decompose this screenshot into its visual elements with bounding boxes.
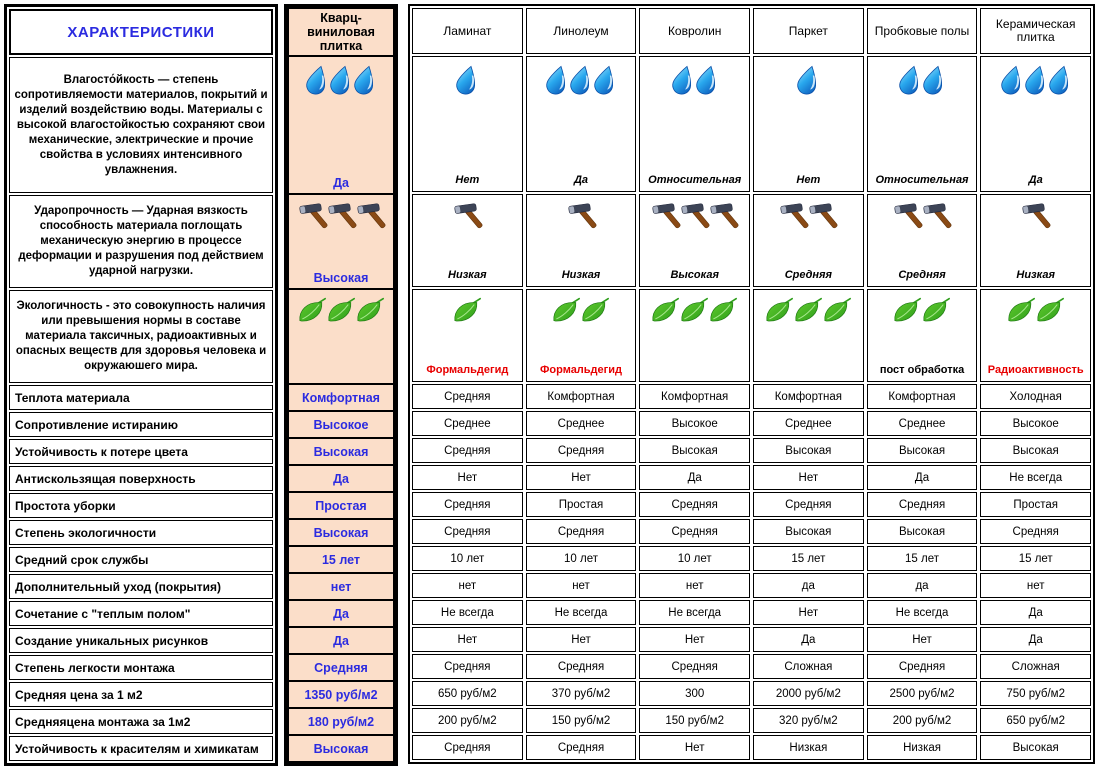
hammers-rating-cell bbox=[639, 194, 750, 287]
leaf-icon bbox=[580, 297, 611, 324]
row-label: Средняя цена за 1 м2 bbox=[9, 682, 273, 707]
drop-icon bbox=[1047, 64, 1073, 97]
material-value-cell: да bbox=[753, 573, 864, 598]
hammers-icons bbox=[779, 202, 837, 233]
leaves-icons bbox=[765, 297, 852, 324]
material-value-cell: Нет bbox=[753, 600, 864, 625]
leaf-icon bbox=[793, 297, 824, 324]
material-value-cell: Среднее bbox=[526, 411, 637, 436]
material-value-cell: Да bbox=[980, 600, 1091, 625]
drops-icons bbox=[796, 64, 820, 97]
characteristics-table bbox=[4, 4, 278, 766]
hammers-rating-cell bbox=[867, 194, 978, 287]
drop-icon bbox=[694, 64, 720, 97]
leaves-icons bbox=[893, 297, 951, 324]
characteristics-title: ХАРАКТЕРИСТИКИ bbox=[9, 9, 273, 55]
material-value-cell: Да bbox=[980, 627, 1091, 652]
hammers-icons bbox=[1021, 202, 1050, 233]
material-column bbox=[753, 8, 864, 760]
material-value-cell: 370 руб/м2 bbox=[526, 681, 637, 706]
quartz-value-cell: Высокая bbox=[289, 439, 393, 464]
leaves-rating-caption: Радиоактивность bbox=[987, 364, 1084, 376]
material-value-cell: 200 руб/м2 bbox=[412, 708, 523, 733]
material-value-cell: Высокая bbox=[980, 438, 1091, 463]
material-value-cell: Высокая bbox=[753, 519, 864, 544]
material-value-cell: Не всегда bbox=[412, 600, 523, 625]
hammer-icon bbox=[297, 202, 328, 233]
quartz-value-cell: Да bbox=[289, 466, 393, 491]
material-value-cell: Высокое bbox=[639, 411, 750, 436]
leaf-icon bbox=[679, 297, 710, 324]
material-value-cell: Простая bbox=[980, 492, 1091, 517]
row-label: Простота уборки bbox=[9, 493, 273, 518]
material-value-cell: Средняя bbox=[412, 384, 523, 409]
leaves-icons bbox=[552, 297, 610, 324]
drop-icon bbox=[454, 64, 480, 97]
hammers-rating-cell bbox=[980, 194, 1091, 287]
row-label: Степень экологичности bbox=[9, 520, 273, 545]
drop-icon bbox=[1023, 64, 1049, 97]
leaves-rating-cell bbox=[526, 289, 637, 382]
row-label: Антискользящая поверхность bbox=[9, 466, 273, 491]
hammers-rating-caption: Низкая bbox=[561, 269, 601, 281]
hammers-rating-cell bbox=[412, 194, 523, 287]
row-label: Создание уникальных рисунков bbox=[9, 628, 273, 653]
material-value-cell: нет bbox=[639, 573, 750, 598]
feature-description-moisture: Влагосто́йкость — степень сопротивляемости материалов, покрытий и изделий воздействию воды. Материалы с высокой влагостойкостью сохраняют свои механические, электрические и прочие свойства в условиях интенсивного увлажнения. bbox=[9, 57, 273, 193]
material-value-cell: 200 руб/м2 bbox=[867, 708, 978, 733]
hammer-icon bbox=[452, 202, 483, 233]
drops-rating-cell bbox=[412, 56, 523, 192]
quartz-value-cell: Да bbox=[289, 601, 393, 626]
quartz-impact-cell bbox=[289, 195, 393, 288]
leaf-icon bbox=[1035, 297, 1066, 324]
hammers-rating-cell bbox=[526, 194, 637, 287]
material-column bbox=[867, 8, 978, 760]
material-value-cell: 10 лет bbox=[526, 546, 637, 571]
material-value-cell: Не всегда bbox=[639, 600, 750, 625]
material-column-header: Линолеум bbox=[526, 8, 637, 54]
leaf-icon bbox=[708, 297, 739, 324]
hammer-icon bbox=[1020, 202, 1051, 233]
material-value-cell: Комфортная bbox=[867, 384, 978, 409]
hammers-rating-caption: Средняя bbox=[898, 269, 946, 281]
quartz-value-cell: Высокая bbox=[289, 520, 393, 545]
material-value-cell: Комфортная bbox=[526, 384, 637, 409]
material-value-cell: Нет bbox=[753, 465, 864, 490]
materials-table bbox=[408, 4, 1095, 764]
material-value-cell: 650 руб/м2 bbox=[412, 681, 523, 706]
drop-icon bbox=[544, 64, 570, 97]
leaf-icon bbox=[921, 297, 952, 324]
hammer-icon bbox=[708, 202, 739, 233]
material-value-cell: Средняя bbox=[867, 492, 978, 517]
material-value-cell: Средняя bbox=[412, 438, 523, 463]
feature-description-impact: Ударопрочность — Ударная вязкость способность материала поглощать механическую энергию в процессе деформации и разрушения под действием ударной нагрузки. bbox=[9, 195, 273, 288]
material-value-cell: Средняя bbox=[526, 654, 637, 679]
material-value-cell: 750 руб/м2 bbox=[980, 681, 1091, 706]
material-value-cell: Средняя bbox=[639, 654, 750, 679]
row-label: Устойчивость к красителям и химикатам bbox=[9, 736, 273, 761]
hammers-rating-caption: Низкая bbox=[448, 269, 487, 281]
drop-icon bbox=[999, 64, 1025, 97]
material-value-cell: Нет bbox=[412, 627, 523, 652]
material-value-cell: Высокая bbox=[867, 438, 978, 463]
material-value-cell: нет bbox=[526, 573, 637, 598]
leaves-icons bbox=[453, 297, 482, 324]
material-column-header: Паркет bbox=[753, 8, 864, 54]
leaf-icon bbox=[326, 297, 357, 324]
quartz-drop-icons bbox=[305, 64, 377, 97]
material-value-cell: нет bbox=[980, 573, 1091, 598]
drop-icon bbox=[568, 64, 594, 97]
material-value-cell: Среднее bbox=[867, 411, 978, 436]
drops-icons bbox=[455, 64, 479, 97]
material-value-cell: Нет bbox=[639, 735, 750, 760]
material-value-cell: Средняя bbox=[639, 519, 750, 544]
material-value-cell: Средняя bbox=[867, 654, 978, 679]
leaves-rating-caption: пост обработка bbox=[879, 364, 965, 376]
row-label: Сочетание с "теплым полом" bbox=[9, 601, 273, 626]
hammer-icon bbox=[807, 202, 838, 233]
material-value-cell: Нет bbox=[867, 627, 978, 652]
drops-rating-caption: Относительная bbox=[648, 174, 742, 186]
material-value-cell: Высокая bbox=[980, 735, 1091, 760]
material-value-cell: Высокая bbox=[753, 438, 864, 463]
material-value-cell: 2000 руб/м2 bbox=[753, 681, 864, 706]
material-value-cell: Средняя bbox=[526, 735, 637, 760]
quartz-eco-cell bbox=[289, 290, 393, 383]
leaf-icon bbox=[764, 297, 795, 324]
drops-rating-caption: Нет bbox=[455, 174, 480, 186]
leaf-icon bbox=[822, 297, 853, 324]
material-value-cell: Холодная bbox=[980, 384, 1091, 409]
hammers-icons bbox=[893, 202, 951, 233]
material-value-cell: Нет bbox=[412, 465, 523, 490]
quartz-leaf-icons bbox=[298, 297, 385, 324]
material-value-cell: Нет bbox=[526, 627, 637, 652]
material-value-cell: Высокая bbox=[867, 519, 978, 544]
material-value-cell: 2500 руб/м2 bbox=[867, 681, 978, 706]
drops-rating-caption: Да bbox=[1028, 174, 1043, 186]
material-column bbox=[980, 8, 1091, 760]
drop-icon bbox=[921, 64, 947, 97]
hammer-icon bbox=[326, 202, 357, 233]
material-value-cell: 15 лет bbox=[753, 546, 864, 571]
material-value-cell: Среднее bbox=[412, 411, 523, 436]
drop-icon bbox=[304, 64, 330, 97]
material-value-cell: Среднее bbox=[753, 411, 864, 436]
drops-icons bbox=[898, 64, 946, 97]
quartz-column-header: Кварц-виниловая плитка bbox=[289, 9, 393, 55]
material-value-cell: 150 руб/м2 bbox=[526, 708, 637, 733]
hammers-rating-caption: Средняя bbox=[784, 269, 833, 281]
leaves-rating-cell bbox=[412, 289, 523, 382]
row-label: Степень легкости монтажа bbox=[9, 655, 273, 680]
leaf-icon bbox=[355, 297, 386, 324]
quartz-value-cell: Комфортная bbox=[289, 385, 393, 410]
hammer-icon bbox=[892, 202, 923, 233]
material-value-cell: Низкая bbox=[867, 735, 978, 760]
material-value-cell: да bbox=[867, 573, 978, 598]
material-value-cell: Средняя bbox=[412, 519, 523, 544]
hammers-rating-cell bbox=[753, 194, 864, 287]
row-label: Сопротивление истиранию bbox=[9, 412, 273, 437]
material-value-cell: Да bbox=[639, 465, 750, 490]
drops-rating-cell bbox=[980, 56, 1091, 192]
row-label: Средний срок службы bbox=[9, 547, 273, 572]
material-value-cell: Сложная bbox=[753, 654, 864, 679]
material-value-cell: 300 bbox=[639, 681, 750, 706]
quartz-value-cell: Высокое bbox=[289, 412, 393, 437]
hammers-rating-caption: Высокая bbox=[670, 269, 719, 281]
material-value-cell: Нет bbox=[526, 465, 637, 490]
drop-icon bbox=[670, 64, 696, 97]
hammer-icon bbox=[650, 202, 681, 233]
material-value-cell: Да bbox=[867, 465, 978, 490]
material-column bbox=[412, 8, 523, 760]
quartz-value-cell: Да bbox=[289, 628, 393, 653]
material-value-cell: Низкая bbox=[753, 735, 864, 760]
material-column bbox=[526, 8, 637, 760]
material-value-cell: Не всегда bbox=[526, 600, 637, 625]
material-value-cell: Средняя bbox=[753, 492, 864, 517]
quartz-value-cell: Высокая bbox=[289, 736, 393, 761]
row-label: Теплота материала bbox=[9, 385, 273, 410]
material-column-header: Керамическая плитка bbox=[980, 8, 1091, 54]
material-value-cell: Да bbox=[753, 627, 864, 652]
quartz-value-cell: 1350 руб/м2 bbox=[289, 682, 393, 707]
hammers-icons bbox=[453, 202, 482, 233]
material-value-cell: Простая bbox=[526, 492, 637, 517]
material-value-cell: Средняя bbox=[412, 492, 523, 517]
drops-rating-caption: Нет bbox=[796, 174, 821, 186]
drops-icons bbox=[545, 64, 617, 97]
material-value-cell: Высокое bbox=[980, 411, 1091, 436]
leaves-rating-cell bbox=[753, 289, 864, 382]
quartz-impact-caption: Высокая bbox=[313, 271, 369, 285]
material-value-cell: 15 лет bbox=[980, 546, 1091, 571]
hammer-icon bbox=[566, 202, 597, 233]
leaves-icons bbox=[651, 297, 738, 324]
material-value-cell: Комфортная bbox=[753, 384, 864, 409]
row-label: Дополнительный уход (покрытия) bbox=[9, 574, 273, 599]
leaves-icons bbox=[1007, 297, 1065, 324]
material-value-cell: Средняя bbox=[412, 735, 523, 760]
quartz-moisture-caption: Да bbox=[333, 176, 349, 190]
leaf-icon bbox=[551, 297, 582, 324]
drops-rating-cell bbox=[753, 56, 864, 192]
material-value-cell: Средняя bbox=[526, 438, 637, 463]
drops-icons bbox=[1000, 64, 1072, 97]
drop-icon bbox=[352, 64, 378, 97]
drop-icon bbox=[328, 64, 354, 97]
quartz-value-cell: Средняя bbox=[289, 655, 393, 680]
material-value-cell: Средняя bbox=[412, 654, 523, 679]
material-value-cell: 10 лет bbox=[412, 546, 523, 571]
leaves-rating-cell bbox=[639, 289, 750, 382]
leaves-rating-caption: Формальдегид bbox=[426, 364, 509, 376]
leaves-rating-caption: Формальдегид bbox=[540, 364, 622, 376]
quartz-vinyl-column bbox=[284, 4, 398, 766]
hammer-icon bbox=[778, 202, 809, 233]
drop-icon bbox=[592, 64, 618, 97]
material-value-cell: 10 лет bbox=[639, 546, 750, 571]
material-value-cell: 650 руб/м2 bbox=[980, 708, 1091, 733]
hammers-rating-caption: Низкая bbox=[1016, 269, 1055, 281]
drops-icons bbox=[671, 64, 719, 97]
hammers-icons bbox=[567, 202, 596, 233]
hammer-icon bbox=[921, 202, 952, 233]
drops-rating-caption: Относительная bbox=[875, 174, 969, 186]
material-value-cell: 150 руб/м2 bbox=[639, 708, 750, 733]
material-value-cell: Комфортная bbox=[639, 384, 750, 409]
hammer-icon bbox=[355, 202, 386, 233]
material-value-cell: Сложная bbox=[980, 654, 1091, 679]
quartz-value-cell: Простая bbox=[289, 493, 393, 518]
drops-rating-caption: Да bbox=[573, 174, 589, 186]
material-value-cell: нет bbox=[412, 573, 523, 598]
drops-rating-cell bbox=[867, 56, 978, 192]
material-column-header: Ковролин bbox=[639, 8, 750, 54]
quartz-value-cell: 15 лет bbox=[289, 547, 393, 572]
material-value-cell: Не всегда bbox=[980, 465, 1091, 490]
leaf-icon bbox=[297, 297, 328, 324]
row-label: Средняяцена монтажа за 1м2 bbox=[9, 709, 273, 734]
leaf-icon bbox=[650, 297, 681, 324]
drops-rating-cell bbox=[639, 56, 750, 192]
material-column bbox=[639, 8, 750, 760]
material-value-cell: 15 лет bbox=[867, 546, 978, 571]
drop-icon bbox=[795, 64, 821, 97]
material-column-header: Пробковые полы bbox=[867, 8, 978, 54]
material-value-cell: Средняя bbox=[639, 492, 750, 517]
leaves-rating-cell bbox=[867, 289, 978, 382]
drops-rating-cell bbox=[526, 56, 637, 192]
material-value-cell: 320 руб/м2 bbox=[753, 708, 864, 733]
feature-description-eco: Экологичность - это совокупность наличия или превышения нормы в составе материала таксичных, радиоактивных и опасных веществ для здоровья человека и окружаюшего мира. bbox=[9, 290, 273, 383]
material-value-cell: Средняя bbox=[980, 519, 1091, 544]
material-column-header: Ламинат bbox=[412, 8, 523, 54]
hammers-icons bbox=[651, 202, 738, 233]
material-value-cell: Высокая bbox=[639, 438, 750, 463]
material-value-cell: Нет bbox=[639, 627, 750, 652]
quartz-value-cell: 180 руб/м2 bbox=[289, 709, 393, 734]
quartz-moisture-cell bbox=[289, 57, 393, 193]
hammer-icon bbox=[679, 202, 710, 233]
quartz-hammer-icons bbox=[298, 202, 385, 233]
leaf-icon bbox=[892, 297, 923, 324]
leaf-icon bbox=[1006, 297, 1037, 324]
material-value-cell: Не всегда bbox=[867, 600, 978, 625]
row-label: Устойчивость к потере цвета bbox=[9, 439, 273, 464]
quartz-value-cell: нет bbox=[289, 574, 393, 599]
leaves-rating-cell bbox=[980, 289, 1091, 382]
drop-icon bbox=[897, 64, 923, 97]
material-value-cell: Средняя bbox=[526, 519, 637, 544]
leaf-icon bbox=[452, 297, 483, 324]
